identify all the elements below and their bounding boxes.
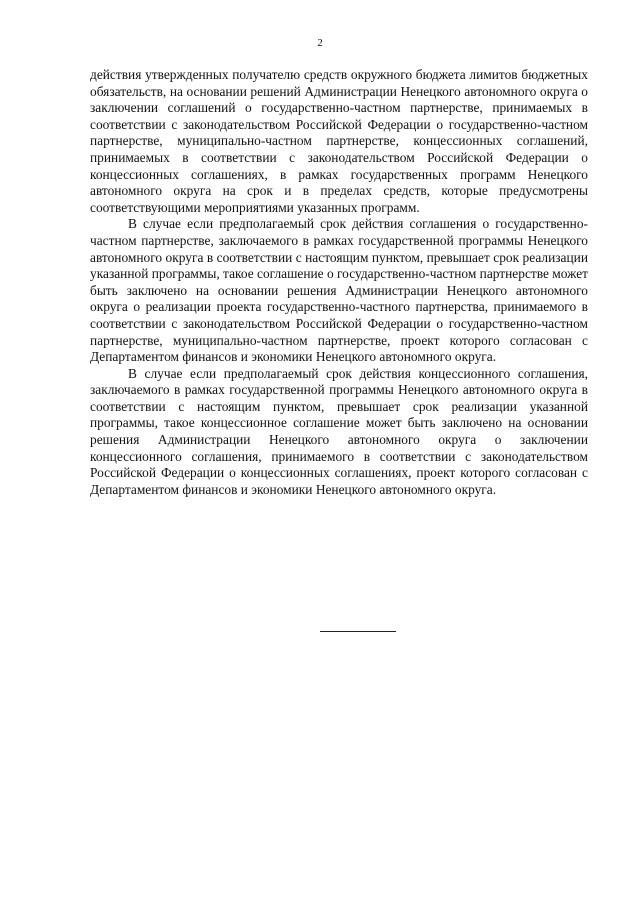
page-number: 2 — [317, 37, 323, 49]
paragraph-ppp-agreement: В случае если предполагаемый срок действия соглашения о государственно-частном партнерстве, заключаемого в рамках государственной программы Ненецкого автономного округа в соответствии с настоящим пунктом, превышает срок реализации указанной программы, такое соглашение о государственно-частном партнерстве может быть заключено на основании решения Администрации Ненецкого автономного округа о реализации проекта государственно-частного партнерства, принимаемого в соответствии с законодательством Российской Федерации о государственно-частном партнерстве, муниципально-частном партнерстве, проект которого согласован с Департаментом финансов и экономики Ненецкого автономного округа. — [90, 216, 588, 365]
paragraph-concession-agreement: В случае если предполагаемый срок действия концессионного соглашения, заключаемого в рамках государственной программы Ненецкого автономного округа в соответствии с настоящим пунктом, превышает срок реализации указанной программы, такое концессионное соглашение может быть заключено на основании решения Администрации Ненецкого автономного округа о заключении концессионного соглашения, принимаемого в соответствии с законодательством Российской Федерации о концессионных соглашениях, проект которого согласован с Департаментом финансов и экономики Ненецкого автономного округа. — [90, 365, 588, 497]
end-of-document-rule — [320, 631, 396, 632]
document-body — [90, 67, 588, 498]
paragraph-continuation: действия утвержденных получателю средств окружного бюджета лимитов бюджетных обязательств, на основании решений Администрации Ненецкого автономного округа о заключении соглашений о государственно-частном партнерстве, принимаемых в соответствии с законодательством Российской Федерации о государственно-частном партнерстве, муниципально-частном партнерстве, концессионных соглашений, принимаемых в соответствии с законодательством Российской Федерации о концессионных соглашениях, в рамках государственных программ Ненецкого автономного округа на срок и в пределах средств, которые предусмотрены соответствующими мероприятиями указанных программ. — [90, 67, 588, 215]
